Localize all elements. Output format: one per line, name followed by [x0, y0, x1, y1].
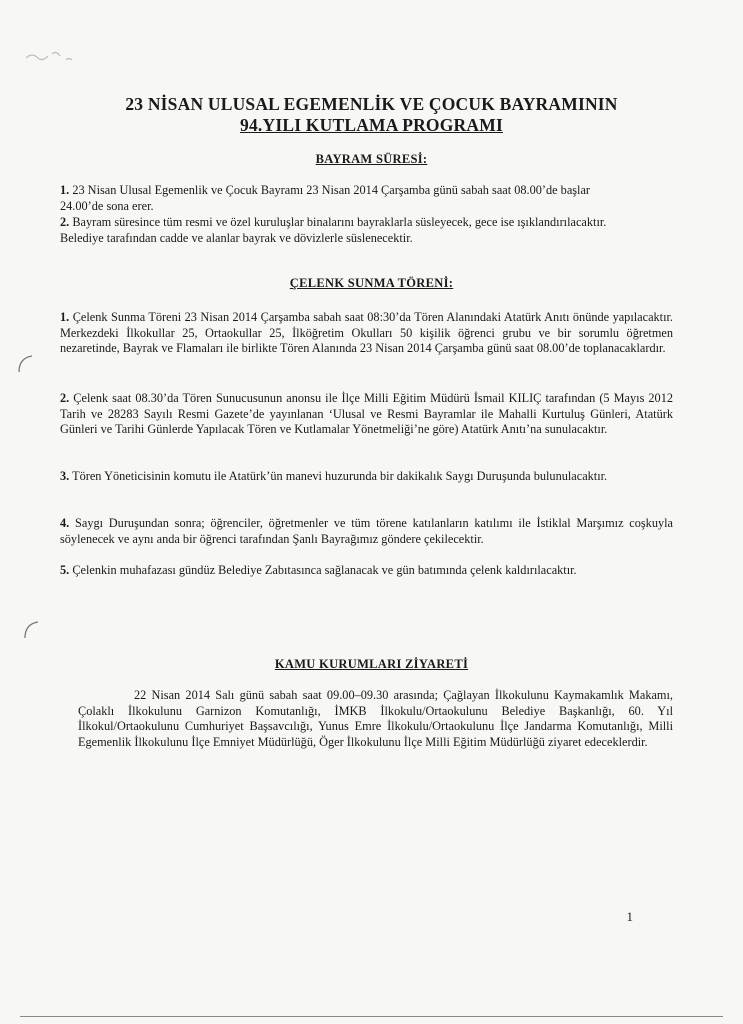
list-item: 5. Çelenkin muhafazası gündüz Belediye Zabıtasınca sağlanacak ve gün batımında çelenk kaldırılacaktır. — [60, 563, 577, 577]
scan-smudge-icon — [22, 40, 92, 70]
page-title — [60, 94, 683, 136]
page-bottom-rule — [20, 1016, 723, 1017]
title-line-1: 23 NİSAN ULUSAL EGEMENLİK VE ÇOCUK BAYRAMININ — [125, 94, 618, 114]
page-number: 1 — [626, 909, 633, 924]
list-item: 1. Çelenk Sunma Töreni 23 Nisan 2014 Çarşamba sabah saat 08:30’da Tören Alanındaki Atatürk Anıtı önünde yapılacaktır. Merkezdeki İlkokullar 25, Ortaokullar 25, İlköğretim Okulları 50 kişilik öğrenci grubu ve bir sorumlu öğretmen nezaretinde, Bayrak ve Flamaları ile birlikte Tören Alanında 23 Nisan 2014 Çarşamba günü saat 08.00’de toplanacaklardır. — [60, 310, 674, 356]
punch-mark-icon — [16, 352, 36, 376]
kamu-paragraph: 22 Nisan 2014 Salı günü sabah saat 09.00–09.30 arasında; Çağlayan İlkokulunu Kaymakamlık Makamı, Çolaklı İlkokulunu Garnizon Komutanlığı, İMKB İlkokulu/Ortaokulunu Belediye Başkanlığı, 60. Yıl İlkokul/Ortaokulunu Cumhuriyet Başsavcılığı, Yunus Emre İlkokulu/Ortaokulunu İlçe Jandarma Komutanlığı, Milli Egemenlik İlkokulunu İlçe Emniyet Müdürlüğü, Öger İlkokulunu İlçe Milli Eğitim Müdürlüğü ziyaret edeceklerdir. — [78, 688, 673, 749]
list-item: 2. Bayram süresince tüm resmi ve özel kuruluşlar binalarını bayraklarla süsleyecek, gece ise ışıklandırılacaktır. Belediye tarafından cadde ve alanlar bayrak ve dövizlerle süslenecektir. — [60, 215, 607, 245]
list-item: 3. Tören Yöneticisinin komutu ile Atatürk’ün manevi huzurunda bir dakikalık Saygı Duruşunda bulunulacaktır. — [60, 469, 608, 483]
list-item: 4. Saygı Duruşundan sonra; öğrenciler, öğretmenler ve tüm törene katılanların katılımı ile İstiklal Marşımız coşkuyla söylenecek ve aynı anda bir öğrenci tarafından Şanlı Bayrağımız göndere çekilecektir. — [60, 516, 674, 546]
title-line-2: 94.YILI KUTLAMA PROGRAMI — [240, 115, 503, 135]
heading-celenk-sunma-toreni: ÇELENK SUNMA TÖRENİ: — [289, 276, 454, 290]
heading-bayram-suresi: BAYRAM SÜRESİ: — [315, 152, 428, 166]
list-item: 2. Çelenk saat 08.30’da Tören Sunucusunun anonsu ile İlçe Milli Eğitim Müdürü İsmail KILIÇ tarafından (5 Mayıs 2012 Tarih ve 28283 Sayılı Resmi Gazete’de yayınlanan ‘Ulusal ve Resmi Bayramlar ile Mahalli Kurtuluş Günleri, Atatürk Günleri ve Tarihi Günlerde Yapılacak Tören ve Kutlamalar Yönetmeliği’ne göre) Atatürk Anıtı’na sunulacaktır. — [60, 391, 674, 437]
list-item: 1. 23 Nisan Ulusal Egemenlik ve Çocuk Bayramı 23 Nisan 2014 Çarşamba günü sabah saat 08.00’de başlar 24.00’de sona erer. — [60, 183, 591, 213]
punch-mark-icon — [22, 618, 42, 642]
heading-kamu-kurumlari-ziyareti: KAMU KURUMLARI ZİYARETİ — [274, 657, 469, 671]
